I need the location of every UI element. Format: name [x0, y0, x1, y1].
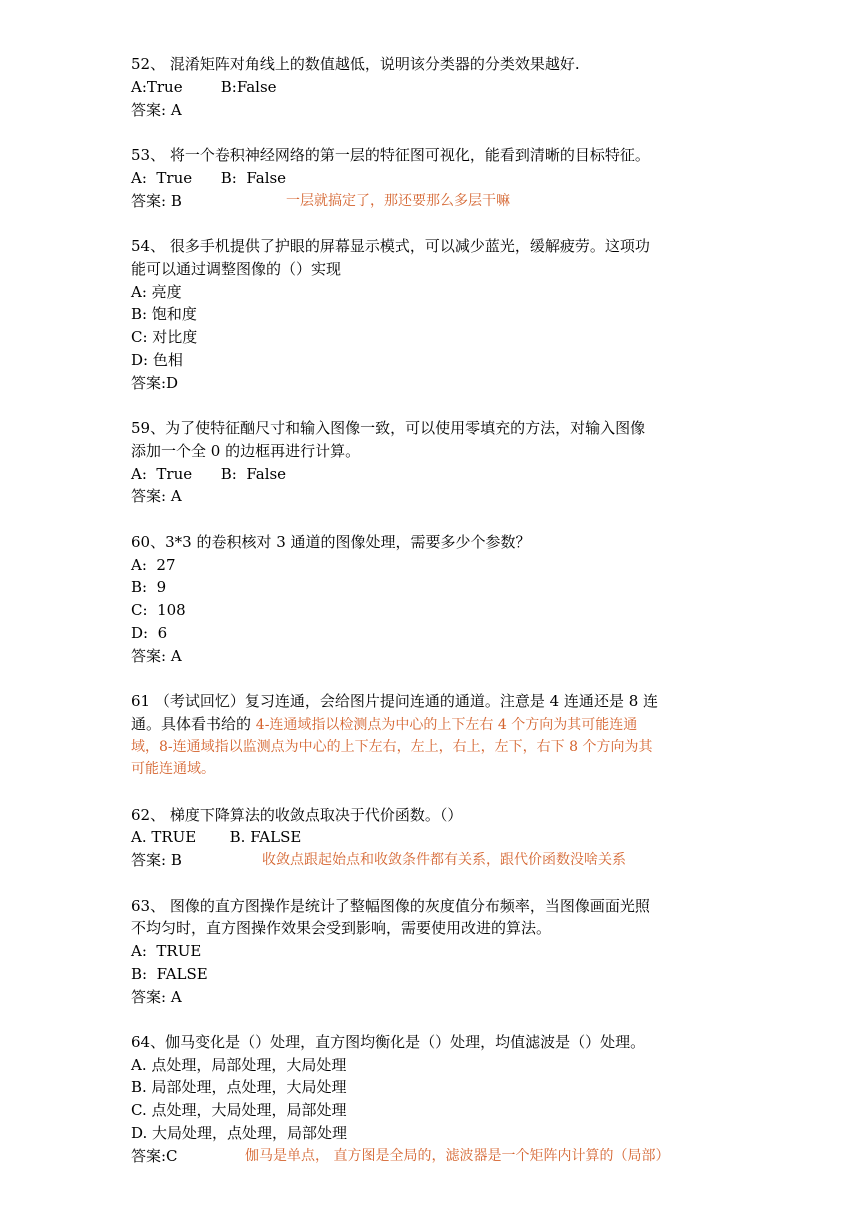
q61-line2-prefix: 通。具体看书给的	[131, 715, 256, 733]
q53-note: 一层就搞定了，那还要那么多层干嘛	[286, 193, 510, 209]
q52-options: A:True B:False	[131, 78, 277, 96]
q59-answer: 答案: A	[131, 487, 182, 505]
q54-question-line1: 54、 很多手机提供了护眼的屏幕显示模式，可以减少蓝光，缓解疲劳。这项功	[131, 237, 650, 255]
q62-answer: 答案: B	[131, 851, 182, 869]
q60-option-d: D: 6	[131, 624, 168, 642]
q59-options: A: True B: False	[131, 465, 287, 483]
q52-question: 52、 混淆矩阵对角线上的数值越低，说明该分类器的分类效果越好.	[131, 55, 580, 73]
q62-options: A. TRUE B. FALSE	[131, 828, 302, 846]
q60-option-c: C: 108	[131, 601, 186, 619]
q64-note: 伽马是单点， 直方图是全局的，滤波器是一个矩阵内计算的（局部）	[245, 1148, 670, 1164]
q61-note-line1: 4-连通域指以检测点为中心的上下左右 4 个方向为其可能连通	[255, 717, 638, 733]
q60-question: 60、3*3 的卷积核对 3 通道的图像处理，需要多少个参数？	[131, 533, 531, 551]
q64-option-d: D. 大局处理，点处理，局部处理	[131, 1124, 348, 1142]
q63-option-b: B: FALSE	[131, 965, 208, 983]
q53-options: A: True B: False	[131, 169, 287, 187]
q59-question-line1: 59、为了使特征酗尺寸和输入图像一致，可以使用零填充的方法，对输入图像	[131, 419, 646, 437]
q54-option-c: C: 对比度	[131, 328, 198, 346]
q61-note-line2: 域，8-连通域指以监测点为中心的上下左右，左上，右上，左下，右下 8 个方向为其	[131, 739, 653, 755]
q54-answer: 答案:D	[131, 374, 179, 392]
q63-question-line2: 不均匀时，直方图操作效果会受到影响，需要使用改进的算法。	[131, 919, 552, 937]
q54-option-d: D: 色相	[131, 351, 183, 369]
q61-note-line3: 可能连通域。	[131, 761, 215, 777]
q63-option-a: A: TRUE	[131, 942, 202, 960]
q62-question: 62、 梯度下降算法的收敛点取决于代价函数。（）	[131, 806, 463, 824]
q64-question: 64、伽马变化是（）处理，直方图均衡化是（）处理，均值滤波是（）处理。	[131, 1033, 646, 1051]
q63-answer: 答案: A	[131, 988, 182, 1006]
q61-line2	[131, 714, 637, 735]
q60-answer: 答案: A	[131, 647, 182, 665]
q61-line1: 61 （考试回忆）复习连通，会给图片提问连通的通道。注意是 4 连通还是 8 连	[131, 692, 659, 710]
q54-option-a: A: 亮度	[131, 283, 182, 301]
q64-option-a: A. 点处理，局部处理，大局处理	[131, 1056, 347, 1074]
q54-option-b: B: 饱和度	[131, 305, 197, 323]
q60-option-b: B: 9	[131, 578, 167, 596]
q64-option-b: B. 局部处理，点处理，大局处理	[131, 1078, 347, 1096]
q63-question-line1: 63、 图像的直方图操作是统计了整幅图像的灰度值分布频率，当图像画面光照	[131, 897, 650, 915]
q54-question-line2: 能可以通过调整图像的（）实现	[131, 260, 342, 278]
q64-answer: 答案:C	[131, 1147, 178, 1165]
q52-answer: 答案: A	[131, 101, 182, 119]
q60-option-a: A: 27	[131, 556, 176, 574]
q64-option-c: C. 点处理，大局处理，局部处理	[131, 1101, 347, 1119]
q59-question-line2: 添加一个全 0 的边框再进行计算。	[131, 442, 361, 460]
q53-question: 53、 将一个卷积神经网络的第一层的特征图可视化，能看到清晰的目标特征。	[131, 146, 650, 164]
q53-answer: 答案: B	[131, 192, 182, 210]
q62-note: 收敛点跟起始点和收敛条件都有关系，跟代价函数没啥关系	[262, 852, 626, 868]
